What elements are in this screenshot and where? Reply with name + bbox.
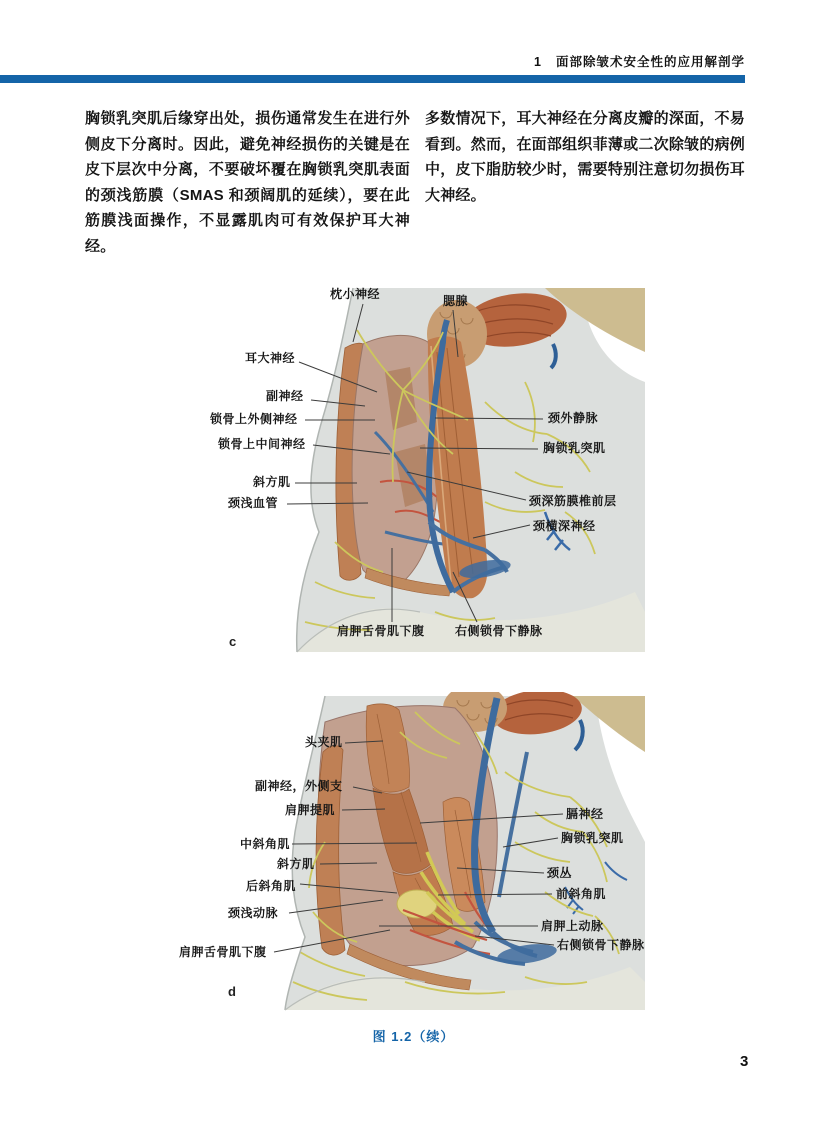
label-omohyoid-inferior-belly: 肩胛舌骨肌下腹 [337,624,425,638]
header-rule [0,75,745,83]
label-anterior-scalene: 前斜角肌 [556,887,607,901]
label-trapezius: 斜方肌 [253,475,291,489]
label-middle-scalene: 中斜角肌 [240,837,291,851]
label-intermediate-supraclavicular-nerve: 锁骨上中间神经 [218,437,306,451]
figure-panel-c [185,282,645,657]
label-right-subclavian-vein: 右侧锁骨下静脉 [455,624,543,638]
panel-letter-c: c [229,634,237,649]
label-cervical-plexus: 颈丛 [547,866,573,880]
label-superficial-cervical-vessels: 颈浅血管 [228,496,279,510]
label-omohyoid-inferior-belly: 肩胛舌骨肌下腹 [179,945,267,959]
figure-caption: 图 1.2（续） [372,1029,455,1044]
label-lateral-supraclavicular-nerve: 锁骨上外侧神经 [210,412,298,426]
label-parotid-gland: 腮腺 [443,294,469,308]
label-phrenic-nerve: 膈神经 [566,807,604,821]
label-transverse-cervical-nerve: 颈横深神经 [533,519,596,533]
label-posterior-scalene: 后斜角肌 [246,879,297,893]
label-great-auricular-nerve: 耳大神经 [245,351,296,365]
label-accessory-nerve: 副神经 [266,389,304,403]
page-number: 3 [740,1053,749,1070]
text-line: 大神经。 [425,186,486,204]
panel-letter-d: d [228,984,236,999]
text-line: 侧皮下分离时。因此，避免神经损伤的关键是在 [85,135,410,153]
label-right-subclavian-vein: 右侧锁骨下静脉 [557,938,645,952]
label-sternocleidomastoid: 胸锁乳突肌 [561,831,624,845]
text-line: 的颈浅筋膜（SMAS 和颈阔肌的延续），要在此 [85,186,410,204]
chapter-number: 1 [534,55,542,69]
label-lesser-occipital-nerve: 枕小神经 [330,287,381,301]
label-splenius-capitis: 头夹肌 [305,735,343,749]
label-external-jugular-vein: 颈外静脉 [548,411,599,425]
running-header [534,52,745,70]
panel-c-leader-lines [185,282,645,657]
body-text-left-column [85,106,410,260]
text-line: 筋膜浅面操作，不显露肌肉可有效保护耳大神经。 [85,212,410,255]
figure-panel-d [175,692,650,1012]
label-prevertebral-fascia: 颈深筋膜椎前层 [529,494,617,508]
label-superficial-cervical-artery: 颈浅动脉 [228,906,279,920]
label-sternocleidomastoid: 胸锁乳突肌 [543,441,606,455]
label-trapezius: 斜方肌 [277,857,315,871]
text-line: 多数情况下，耳大神经在分离皮瓣的深面，不易 [425,110,745,127]
label-accessory-nerve-lateral-branch: 副神经，外侧支 [255,779,343,793]
panel-d-leader-lines [175,692,650,1012]
text-line: 皮下层次中分离，不要破坏覆在胸锁乳突肌表面 [85,161,410,179]
label-levator-scapulae: 肩胛提肌 [285,803,336,817]
label-suprascapular-artery: 肩胛上动脉 [541,919,604,933]
body-text-right-column [425,106,745,208]
text-line: 看到。然而，在面部组织菲薄或二次除皱的病例 [425,135,745,153]
text-line: 胸锁乳突肌后缘穿出处，损伤通常发生在进行外 [85,110,410,127]
chapter-title: 面部除皱术安全性的应用解剖学 [555,55,745,69]
text-line: 中，皮下脂肪较少时，需要特别注意切勿损伤耳 [425,161,745,179]
